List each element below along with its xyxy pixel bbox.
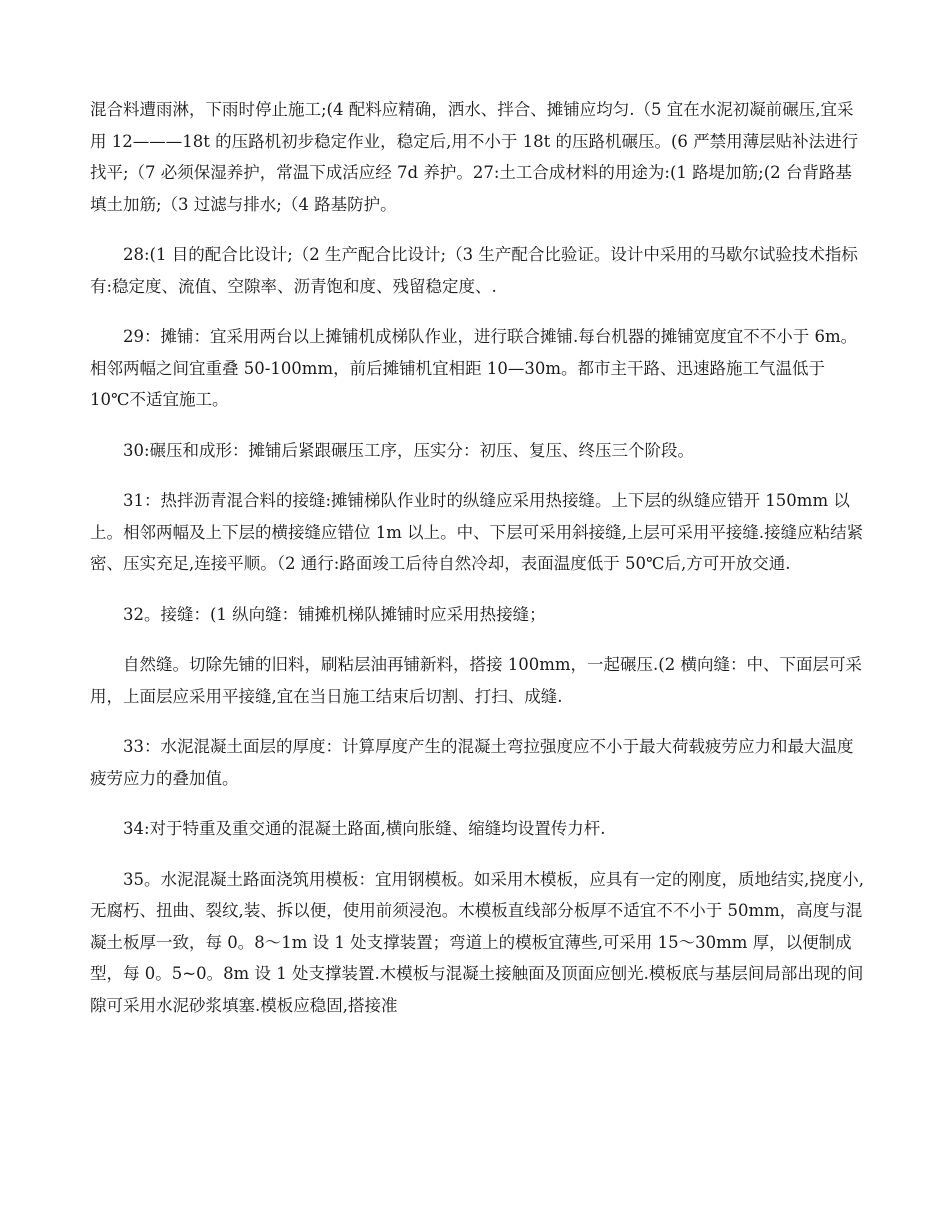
paragraph-29: 29：摊铺：宜采用两台以上摊铺机成梯队作业，进行联合摊铺.每台机器的摊铺宽度宜不不小于 6m。相邻两幅之间宜重叠 50-100mm，前后摊铺机宜相距 10—30m。都市主干路、迅速路施工气温低于 10℃不适宜施工。 <box>90 327 858 409</box>
paragraph-34: 34:对于特重及重交通的混凝土路面,横向胀缝、缩缝均设置传力杆. <box>123 819 606 838</box>
paragraph-32-cont: 自然缝。切除先铺的旧料，刷粘层油再铺新料，搭接 100mm，一起碾压.(2 横向缝：中、下面层可采用，上面层应采用平接缝,宜在当日施工结束后切割、打扫、成缝. <box>90 655 862 706</box>
document-page <box>90 94 865 1040</box>
paragraph-continuation: 混合料遭雨淋，下雨时停止施工;(4 配料应精确，洒水、拌合、摊铺应均匀.（5 宜在水泥初凝前碾压,宜采用 12———18t 的压路机初步稳定作业，稳定后,用不小于 18t 的压路机碾压。(6 严禁用薄层贴补法进行找平;（7 必须保湿养护，常温下成活应经 7d 养护。27:土工合成材料的用途为:(1 路堤加筋;(2 台背路基填土加筋;（3 过滤与排水;（4 路基防护。 <box>90 100 859 214</box>
paragraph-31: 31：热拌沥青混合料的接缝:摊铺梯队作业时的纵缝应采用热接缝。上下层的纵缝应错开 150mm 以上。相邻两幅及上下层的横接缝应错位 1m 以上。中、下层可采用斜接缝,上层可采用平接缝.接缝应粘结紧密、压实充足,连接平顺。（2 通行:路面竣工后待自然冷却，表面温度低于 50℃后,方可开放交通. <box>90 491 864 573</box>
paragraph-30: 30:碾压和成形：摊铺后紧跟碾压工序，压实分：初压、复压、终压三个阶段。 <box>123 440 695 460</box>
paragraph-28: 28:(1 目的配合比设计;（2 生产配合比设计;（3 生产配合比验证。设计中采用的马歇尔试验技术指标有:稳定度、流值、空隙率、沥青饱和度、残留稳定度、. <box>90 245 858 296</box>
paragraph-32: 32。接缝：(1 纵向缝：铺摊机梯队摊铺时应采用热接缝； <box>123 604 546 624</box>
paragraph-35: 35。水泥混凝土路面浇筑用模板：宜用钢模板。如采用木模板，应具有一定的刚度，质地结实,挠度小,无腐朽、扭曲、裂纹,装、拆以便，使用前须浸泡。木模板直线部分板厚不适宜不不小于 50mm，高度与混凝土板厚一致，每 0。8～1m 设 1 处支撑装置；弯道上的模板宜薄些,可采用 15～30mm 厚，以便制成型，每 0。5~0。8m 设 1 处支撑装置.木模板与混凝土接触面及顶面应刨光.模板底与基层间局部出现的间隙可采用水泥砂浆填塞.模板应稳固,搭接准 <box>90 869 864 1015</box>
paragraph-33: 33：水泥混凝土面层的厚度：计算厚度产生的混凝土弯拉强度应不小于最大荷载疲劳应力和最大温度疲劳应力的叠加值。 <box>90 737 854 788</box>
